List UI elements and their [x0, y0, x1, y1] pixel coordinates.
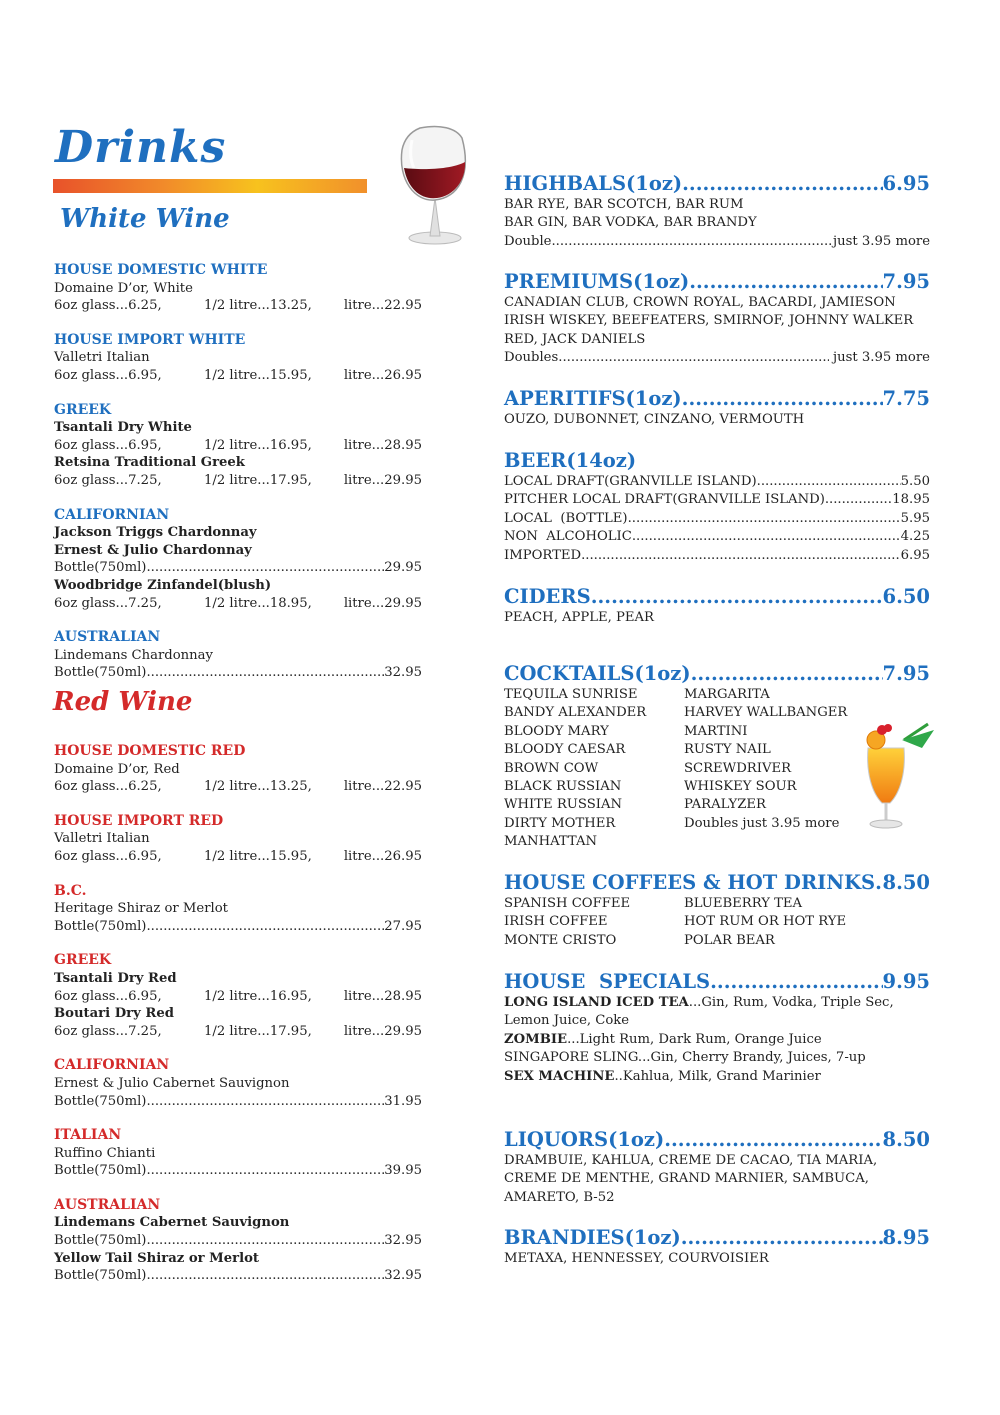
- list-item: MARGARITA: [684, 687, 770, 702]
- coffee-col-left: [504, 895, 684, 950]
- leader-dots: [691, 662, 883, 686]
- price-half-litre: 1/2 litre...15.95,: [204, 367, 312, 383]
- price-litre: litre...29.95: [343, 595, 422, 611]
- section-header: [504, 970, 930, 994]
- special-line: [504, 1068, 930, 1086]
- wine-name: Retsina Traditional Greek: [54, 455, 245, 471]
- red-wine-list: [54, 743, 422, 1285]
- wine-name: Domaine D’or, White: [54, 280, 193, 296]
- cocktail-col-left: [504, 686, 684, 852]
- coffee-col-right: [684, 895, 930, 950]
- beer-price: 4.25: [900, 529, 930, 545]
- list-item: RUSTY NAIL: [684, 742, 771, 758]
- bottle-label: Bottle(750ml): [54, 1268, 147, 1284]
- group-header: CALIFORNIAN: [54, 506, 170, 523]
- price-litre: litre...26.95: [343, 367, 422, 383]
- section-header: [504, 1226, 930, 1250]
- section-label: COCKTAILS(1oz): [504, 662, 691, 685]
- beer-row: [504, 547, 930, 565]
- group-header: ITALIAN: [54, 1127, 122, 1144]
- beer-label: LOCAL (BOTTLE): [504, 510, 628, 526]
- section-label: BEER(14oz): [504, 449, 637, 472]
- group-header: HOUSE DOMESTIC RED: [54, 743, 246, 759]
- double-label: Double: [504, 233, 552, 249]
- special-line: [504, 994, 930, 1012]
- wine-group: [54, 629, 422, 682]
- premiums-section: [504, 270, 930, 368]
- group-header: AUSTRALIAN: [54, 629, 161, 646]
- section-price: 8.50: [882, 871, 930, 894]
- beer-price: 18.95: [892, 492, 930, 508]
- beer-price: 6.95: [900, 547, 930, 563]
- section-label: BRANDIES(1oz): [504, 1226, 681, 1249]
- section-price: 9.95: [882, 970, 930, 993]
- price-row: [54, 848, 422, 866]
- section-label: PREMIUMS(1oz): [504, 270, 690, 293]
- item-line: DRAMBUIE, KAHLUA, CREME DE CACAO, TIA MARIA,: [504, 1153, 878, 1168]
- bottle-price-row: [54, 559, 422, 577]
- highballs-section: [504, 172, 930, 251]
- price-glass: 6oz glass...6.95,: [54, 437, 162, 453]
- wine-name: Woodbridge Zinfandel(blush): [54, 577, 272, 593]
- special-name: ZOMBIE: [504, 1031, 568, 1047]
- list-item: BROWN COW: [504, 760, 599, 776]
- price-glass: 6oz glass...6.95,: [54, 988, 162, 1004]
- leader-dots: [689, 270, 882, 294]
- double-price: just 3.95 more: [833, 233, 930, 249]
- beer-row: [504, 491, 930, 509]
- item-line: RED, JACK DANIELS: [504, 331, 646, 347]
- wine-name: Lindemans Chardonnay: [54, 647, 213, 663]
- item-line: CREME DE MENTHE, GRAND MARNIER, SAMBUCA,: [504, 1171, 869, 1187]
- leader-dots: [591, 585, 883, 609]
- list-item: BLUEBERRY TEA: [684, 896, 803, 911]
- price-half-litre: 1/2 litre...13.25,: [204, 779, 312, 795]
- section-header: [504, 387, 930, 411]
- leader-dots: [558, 349, 829, 367]
- section-label: APERITIFS(1oz): [504, 387, 682, 410]
- leader-dots: [146, 1232, 384, 1250]
- section-price: 7.95: [882, 662, 930, 685]
- bottle-price-row: [54, 1162, 422, 1180]
- item-line: BAR GIN, BAR VODKA, BAR BRANDY: [504, 215, 757, 231]
- section-header: [504, 449, 930, 473]
- price-litre: litre...28.95: [343, 437, 422, 453]
- wine-group: [54, 743, 422, 796]
- special-line: [504, 1031, 930, 1049]
- section-header: [504, 585, 930, 609]
- wine-name: Jackson Triggs Chardonnay: [54, 525, 257, 541]
- list-item: SPANISH COFFEE: [504, 896, 631, 911]
- group-header: HOUSE DOMESTIC WHITE: [54, 262, 268, 278]
- section-header: [504, 172, 930, 196]
- leader-dots: [757, 473, 901, 491]
- wine-name: Lindemans Cabernet Sauvignon: [54, 1215, 290, 1231]
- section-price: 6.95: [882, 172, 930, 195]
- bottle-price: 32.95: [384, 1268, 422, 1284]
- wine-group: [54, 402, 422, 490]
- price-glass: 6oz glass...6.25,: [54, 779, 162, 795]
- list-item: POLAR BEAR: [684, 932, 775, 948]
- section-price: 6.50: [882, 585, 930, 608]
- leader-dots: [146, 664, 384, 682]
- section-header: [504, 270, 930, 294]
- leader-dots: [682, 172, 882, 196]
- bottle-price-row: [54, 1267, 422, 1285]
- aperitifs-section: [504, 387, 930, 429]
- price-litre: litre...29.95: [343, 472, 422, 488]
- list-item: MONTE CRISTO: [504, 932, 617, 948]
- ciders-section: [504, 585, 930, 627]
- bottle-label: Bottle(750ml): [54, 1163, 147, 1179]
- double-row: [504, 349, 930, 367]
- wine-name: Tsantali Dry Red: [54, 970, 177, 986]
- bottle-price: 27.95: [384, 918, 422, 934]
- price-glass: 6oz glass...6.95,: [54, 367, 162, 383]
- price-litre: litre...22.95: [343, 298, 422, 314]
- wine-group: [54, 507, 422, 613]
- special-line: SINGAPORE SLING...Gin, Cherry Brandy, Juices, 7-up: [504, 1050, 866, 1066]
- brandies-section: [504, 1226, 930, 1268]
- beer-label: IMPORTED: [504, 547, 582, 563]
- page-title: Drinks: [55, 122, 227, 173]
- cocktail-glass-icon: [852, 718, 937, 833]
- list-item: Doubles just 3.95 more: [684, 815, 840, 831]
- wine-name: Domaine D’or, Red: [54, 761, 180, 777]
- leader-dots: [146, 559, 384, 577]
- leader-dots: [664, 1128, 882, 1152]
- wine-name: Tsantali Dry White: [54, 420, 192, 436]
- section-header: [504, 871, 930, 895]
- beer-row: [504, 473, 930, 491]
- bottle-label: Bottle(750ml): [54, 665, 147, 681]
- price-litre: litre...29.95: [343, 1023, 422, 1039]
- white-wine-title: White Wine: [60, 204, 230, 234]
- list-item: PARALYZER: [684, 797, 766, 813]
- list-item: BLOODY MARY: [504, 723, 609, 739]
- wine-group: [54, 262, 422, 315]
- leader-dots: [146, 1162, 384, 1180]
- price-row: [54, 1023, 422, 1041]
- price-half-litre: 1/2 litre...17.95,: [204, 472, 312, 488]
- group-header: AUSTRALIAN: [54, 1196, 161, 1213]
- wine-name: Valletri Italian: [54, 350, 150, 366]
- item-line: IRISH WISKEY, BEEFEATERS, SMIRNOF, JOHNNY WALKER: [504, 313, 914, 329]
- bottle-label: Bottle(750ml): [54, 918, 147, 934]
- list-item: SCREWDRIVER: [684, 760, 792, 776]
- leader-dots: [551, 233, 833, 251]
- price-row: [54, 367, 422, 385]
- beer-section: [504, 449, 930, 565]
- leader-dots: [875, 871, 882, 895]
- list-item: MARTINI: [684, 723, 748, 739]
- leader-dots: [146, 918, 384, 936]
- title-underline-bar: [53, 179, 367, 193]
- wine-name: Boutari Dry Red: [54, 1006, 174, 1022]
- price-half-litre: 1/2 litre...17.95,: [204, 1023, 312, 1039]
- beer-label: PITCHER LOCAL DRAFT(GRANVILLE ISLAND): [504, 492, 825, 508]
- bottle-label: Bottle(750ml): [54, 560, 147, 576]
- special-name: LONG ISLAND ICED TEA: [504, 995, 689, 1010]
- bottle-label: Bottle(750ml): [54, 1093, 147, 1109]
- coffees-section: [504, 871, 930, 950]
- bottle-price: 31.95: [384, 1093, 422, 1109]
- item-line: BAR RYE, BAR SCOTCH, BAR RUM: [504, 197, 744, 212]
- red-wine-title: Red Wine: [53, 687, 193, 717]
- price-row: [54, 778, 422, 796]
- leader-dots: [682, 387, 883, 411]
- leader-dots: [681, 1226, 883, 1250]
- price-glass: 6oz glass...6.25,: [54, 298, 162, 314]
- leader-dots: [581, 547, 901, 565]
- bottle-price-row: [54, 664, 422, 682]
- price-half-litre: 1/2 litre...15.95,: [204, 848, 312, 864]
- bottle-price: 32.95: [384, 665, 422, 681]
- double-row: [504, 233, 930, 251]
- double-price: just 3.95 more: [828, 350, 930, 366]
- list-item: TEQUILA SUNRISE: [504, 687, 638, 702]
- wine-group: [54, 332, 422, 385]
- section-label: LIQUORS(1oz): [504, 1128, 665, 1151]
- bottle-price: 29.95: [384, 560, 422, 576]
- white-wine-list: [54, 262, 422, 682]
- price-row: [54, 437, 422, 455]
- group-header: GREEK: [54, 952, 112, 969]
- price-row: [54, 595, 422, 613]
- leader-dots: [146, 1093, 384, 1111]
- bottle-price-row: [54, 1232, 422, 1250]
- list-item: BANDY ALEXANDER: [504, 705, 647, 721]
- wine-group: [54, 952, 422, 1040]
- wine-name: Valletri Italian: [54, 831, 150, 847]
- price-row: [54, 988, 422, 1006]
- price-glass: 6oz glass...7.25,: [54, 472, 162, 488]
- wine-group: [54, 1057, 422, 1110]
- price-litre: litre...22.95: [343, 779, 422, 795]
- list-item: WHISKEY SOUR: [684, 779, 797, 795]
- wine-name: Yellow Tail Shiraz or Merlot: [54, 1250, 259, 1266]
- price-litre: litre...26.95: [343, 848, 422, 864]
- price-row: [54, 297, 422, 315]
- special-name: SEX MACHINE: [504, 1068, 615, 1084]
- price-glass: 6oz glass...7.25,: [54, 1023, 162, 1039]
- special-line: Lemon Juice, Coke: [504, 1013, 630, 1029]
- wine-glass-icon: [390, 120, 480, 250]
- beer-row: [504, 510, 930, 528]
- wine-group: [54, 1127, 422, 1180]
- coffee-list: [504, 895, 930, 950]
- price-glass: 6oz glass...7.25,: [54, 595, 162, 611]
- price-glass: 6oz glass...6.95,: [54, 848, 162, 864]
- leader-dots: [628, 510, 901, 528]
- double-label: Doubles: [504, 350, 559, 366]
- wine-group: [54, 813, 422, 866]
- list-item: HOT RUM OR HOT RYE: [684, 914, 847, 930]
- wine-group: [54, 1197, 422, 1285]
- special-desc: ...Light Rum, Dark Rum, Orange Juice: [567, 1031, 822, 1047]
- wine-name: Ruffino Chianti: [54, 1145, 156, 1161]
- list-item: BLACK RUSSIAN: [504, 779, 622, 795]
- list-item: MANHATTAN: [504, 834, 598, 850]
- wine-name: Ernest & Julio Cabernet Sauvignon: [54, 1075, 290, 1091]
- special-desc: ..Kahlua, Milk, Grand Marinier: [614, 1068, 821, 1084]
- item-line: OUZO, DUBONNET, CINZANO, VERMOUTH: [504, 412, 805, 427]
- wine-name: Ernest & Julio Chardonnay: [54, 542, 252, 558]
- list-item: HARVEY WALLBANGER: [684, 705, 848, 721]
- leader-dots: [632, 528, 901, 546]
- price-row: [54, 472, 422, 490]
- bottle-price: 39.95: [384, 1163, 422, 1179]
- list-item: WHITE RUSSIAN: [504, 797, 623, 813]
- section-label: HIGHBALS(1oz): [504, 172, 683, 195]
- beer-label: NON ALCOHOLIC: [504, 529, 632, 545]
- bottle-price: 32.95: [384, 1233, 422, 1249]
- price-half-litre: 1/2 litre...16.95,: [204, 437, 312, 453]
- item-line: AMARETO, B-52: [504, 1189, 615, 1205]
- list-item: BLOODY CAESAR: [504, 742, 626, 758]
- section-price: 7.75: [882, 387, 930, 410]
- beer-price: 5.50: [900, 474, 930, 489]
- section-label: CIDERS: [504, 585, 591, 608]
- bottle-price-row: [54, 918, 422, 936]
- group-header: CALIFORNIAN: [54, 1057, 170, 1074]
- beer-label: LOCAL DRAFT(GRANVILLE ISLAND): [504, 474, 757, 489]
- bottle-price-row: [54, 1093, 422, 1111]
- bottle-label: Bottle(750ml): [54, 1233, 147, 1249]
- specials-section: [504, 970, 930, 1086]
- list-item: IRISH COFFEE: [504, 914, 608, 930]
- item-line: METAXA, HENNESSEY, COURVOISIER: [504, 1251, 769, 1266]
- wine-group: [54, 883, 422, 936]
- price-half-litre: 1/2 litre...13.25,: [204, 298, 312, 314]
- section-price: 7.95: [882, 270, 930, 293]
- group-header: HOUSE IMPORT WHITE: [54, 331, 246, 348]
- wine-name: Heritage Shiraz or Merlot: [54, 901, 228, 917]
- group-header: B.C.: [54, 882, 87, 899]
- leader-dots: [825, 491, 892, 509]
- beer-row: [504, 528, 930, 546]
- list-item: DIRTY MOTHER: [504, 815, 616, 831]
- special-desc: ...Gin, Rum, Vodka, Triple Sec,: [688, 995, 894, 1010]
- price-litre: litre...28.95: [343, 988, 422, 1004]
- price-half-litre: 1/2 litre...18.95,: [204, 595, 312, 611]
- group-header: HOUSE IMPORT RED: [54, 812, 224, 829]
- section-header: [504, 662, 930, 686]
- group-header: GREEK: [54, 401, 112, 418]
- section-header: [504, 1128, 930, 1152]
- liquors-section: [504, 1128, 930, 1207]
- item-line: PEACH, APPLE, PEAR: [504, 610, 654, 625]
- item-line: CANADIAN CLUB, CROWN ROYAL, BACARDI, JAMIESON: [504, 295, 896, 310]
- leader-dots: [146, 1267, 384, 1285]
- section-label: HOUSE SPECIALS: [504, 970, 711, 993]
- price-half-litre: 1/2 litre...16.95,: [204, 988, 312, 1004]
- beer-price: 5.95: [900, 510, 930, 526]
- section-price: 8.50: [882, 1128, 930, 1151]
- leader-dots: [710, 970, 882, 994]
- section-price: 8.95: [882, 1226, 930, 1249]
- section-label: HOUSE COFFEES & HOT DRINKS: [504, 871, 876, 894]
